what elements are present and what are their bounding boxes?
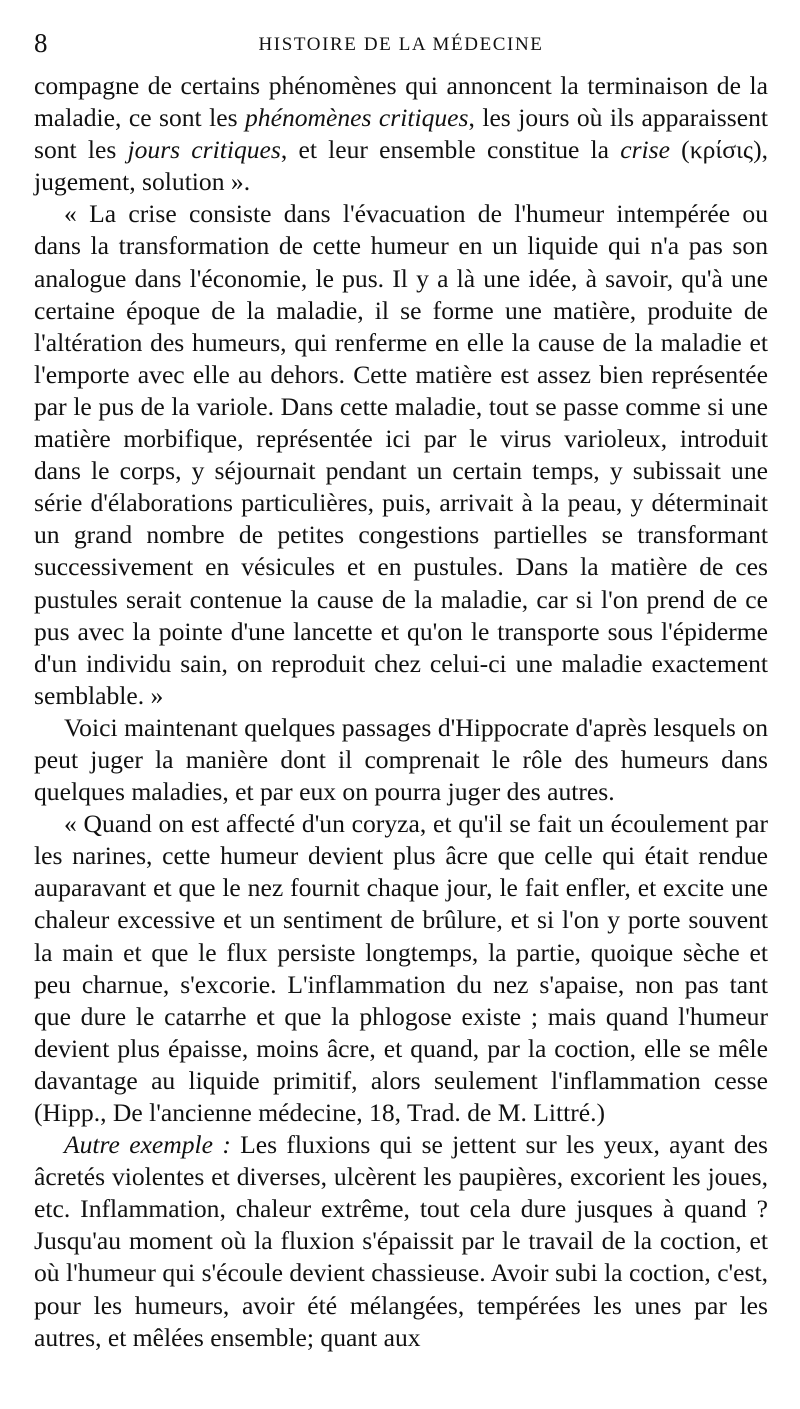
paragraph-5 <box>34 1129 768 1354</box>
paragraph-1-text-b: , les jours où ils apparaissent sont les <box>34 103 768 165</box>
running-title: HISTOIRE DE LA MÉDECINE <box>258 34 544 55</box>
paragraph-2: « La crise consiste dans l'évacuation de l'humeur intempérée ou dans la transformation de cette humeur en un liquide qui n'a pas son analogue dans l'économie, le pus. Il y a là une idée, à savoir, qu'à une certaine époque de la maladie, il se forme une matière, produite de l'altération des humeurs, qui renferme en elle la cause de la maladie et l'emporte avec elle au dehors. Cette matière est assez bien représentée par le pus de la variole. Dans cette maladie, tout se passe comme si une matière morbifique, représentée ici par le virus varioleux, introduit dans le corps, y séjournait pendant un certain temps, y subissait une série d'élaborations particulières, puis, arrivait à la peau, y déterminait un grand nombre de petites congestions partielles se transformant successivement en vésicules et en pustules. Dans la matière de ces pustules serait contenue la cause de la maladie, car si l'on prend de ce pus avec la pointe d'une lancette et qu'on le transporte sous l'épiderme d'un individu sain, on reproduit chez celui-ci une maladie exactement semblable. » <box>34 199 768 710</box>
autre-exemple-label: Autre exemple : <box>64 1130 231 1160</box>
term-jours-critiques: jours critiques <box>127 135 281 165</box>
paragraph-1-text-c: , et leur ensemble constitue la <box>280 135 621 165</box>
term-crise: crise <box>620 135 670 165</box>
paragraph-5-text: Les fluxions qui se jettent sur les yeux, ayant des âcretés violentes et diverses, ulcèrent les paupières, excorient les joues, etc. Inflammation, chaleur extrême, tout cela dure jusques à quand ? Jusqu'au moment où la fluxion s'épaissit par le travail de la coction, et où l'humeur qui s'écoule devient chassieuse. Avoir subi la coction, c'est, pour les humeurs, avoir été mélangées, tempérées les unes par les autres, et mêlées ensemble; quant aux <box>34 1130 769 1352</box>
paragraph-1-text-d: (κρίσις), jugement, solution ». <box>34 135 768 197</box>
page-header <box>34 22 768 70</box>
paragraph-3: Voici maintenant quelques passages d'Hippocrate d'après lesquels on peut juger la manière dont il comprenait le rôle des humeurs dans quelques maladies, et par eux on pourra juger des autres. <box>34 712 768 807</box>
book-page <box>34 22 768 1392</box>
body-text <box>34 70 768 1354</box>
paragraph-4: « Quand on est affecté d'un coryza, et qu'il se fait un écoulement par les narines, cette humeur devient plus âcre que celle qui était rendue auparavant et que le nez fournit chaque jour, le fait enfler, et excite une chaleur excessive et un sentiment de brûlure, et si l'on y porte souvent la main et que le flux persiste longtemps, la partie, quoique sèche et peu charnue, s'excorie. L'inflammation du nez s'apaise, non pas tant que dure le catarrhe et que la phlogose existe ; mais quand l'humeur devient plus épaisse, moins âcre, et quand, par la coction, elle se mêle davantage au liquide primitif, alors seulement l'inflammation cesse (Hipp., De l'ancienne médecine, 18, Trad. de M. Littré.) <box>34 809 768 1127</box>
page-number: 8 <box>34 28 48 58</box>
term-phenomenes-critiques: phénomènes critiques <box>244 103 469 133</box>
paragraph-1-text-a: compagne de certains phénomènes qui annoncent la terminaison de la maladie, ce sont les <box>34 71 768 133</box>
paragraph-1 <box>34 70 768 198</box>
